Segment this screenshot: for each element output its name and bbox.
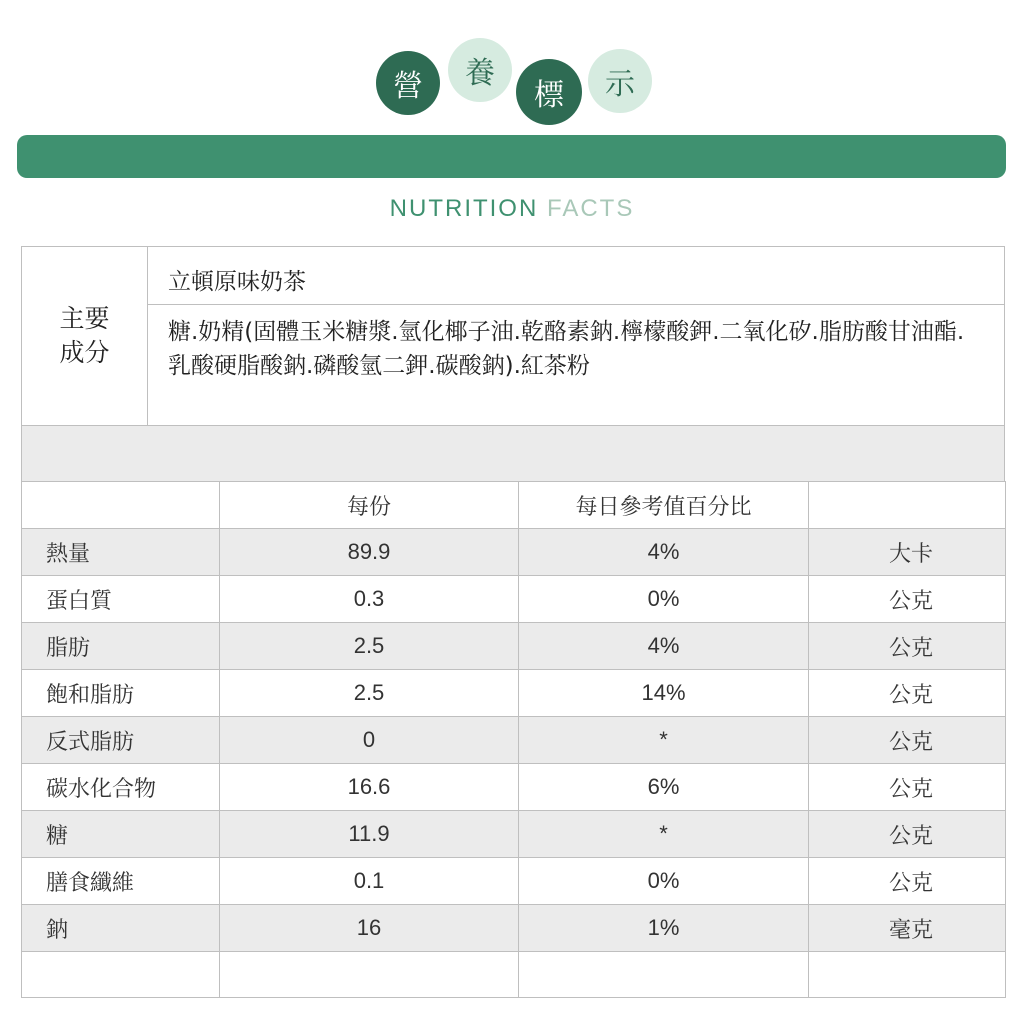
per-serving-value: 2.5 <box>220 670 519 717</box>
table-row <box>22 670 1006 717</box>
table-row <box>22 811 1006 858</box>
product-name: 立頓原味奶茶 <box>148 247 1004 305</box>
nutrient-name: 反式脂肪 <box>22 717 220 764</box>
nutrient-name: 碳水化合物 <box>22 764 220 811</box>
table-row <box>22 529 1006 576</box>
daily-value-pct: 14% <box>519 670 809 717</box>
ingredients-box <box>21 246 1005 426</box>
empty-cell <box>22 952 220 998</box>
daily-value-pct: 0% <box>519 576 809 623</box>
nutrient-name: 糖 <box>22 811 220 858</box>
empty-cell <box>519 952 809 998</box>
unit: 公克 <box>809 764 1006 811</box>
per-serving-value: 2.5 <box>220 623 519 670</box>
table-row-empty <box>22 952 1006 998</box>
per-serving-value: 0 <box>220 717 519 764</box>
table-row <box>22 576 1006 623</box>
nutrient-name: 膳食纖維 <box>22 858 220 905</box>
header-cell-name <box>22 482 220 529</box>
per-serving-value: 0.3 <box>220 576 519 623</box>
unit: 大卡 <box>809 529 1006 576</box>
nutrient-name: 蛋白質 <box>22 576 220 623</box>
header-cell-daily-value: 每日參考值百分比 <box>519 482 809 529</box>
empty-cell <box>809 952 1006 998</box>
nutrient-name: 脂肪 <box>22 623 220 670</box>
nutrient-name: 飽和脂肪 <box>22 670 220 717</box>
daily-value-pct: * <box>519 717 809 764</box>
ingredients-label <box>22 247 148 425</box>
nutrition-table <box>21 481 1006 998</box>
per-serving-value: 0.1 <box>220 858 519 905</box>
table-row <box>22 717 1006 764</box>
page-subtitle <box>0 195 1024 223</box>
header-badge-4: 示 <box>588 49 652 113</box>
daily-value-pct: 1% <box>519 905 809 952</box>
subtitle-word-facts: FACTS <box>546 195 635 222</box>
per-serving-value: 16 <box>220 905 519 952</box>
ingredients-label-line1: 主要 <box>59 304 110 333</box>
unit: 公克 <box>809 717 1006 764</box>
section-divider <box>21 426 1005 481</box>
nutrient-name: 鈉 <box>22 905 220 952</box>
header-badge-3: 標 <box>516 59 582 125</box>
per-serving-value: 16.6 <box>220 764 519 811</box>
per-serving-value: 11.9 <box>220 811 519 858</box>
ingredients-list: 糖.奶精(固體玉米糖漿.氫化椰子油.乾酪素鈉.檸檬酸鉀.二氧化矽.脂肪酸甘油酯.乳酸硬脂酸鈉.磷酸氫二鉀.碳酸鈉).紅茶粉 <box>168 319 965 379</box>
unit: 毫克 <box>809 905 1006 952</box>
table-row <box>22 764 1006 811</box>
table-header-row <box>22 482 1006 529</box>
nutrient-name: 熱量 <box>22 529 220 576</box>
header-badge-2: 養 <box>448 38 512 102</box>
daily-value-pct: * <box>519 811 809 858</box>
table-row <box>22 623 1006 670</box>
unit: 公克 <box>809 623 1006 670</box>
table-row <box>22 905 1006 952</box>
header-cell-unit <box>809 482 1006 529</box>
ingredients-label-line2: 成分 <box>59 338 110 367</box>
unit: 公克 <box>809 670 1006 717</box>
unit: 公克 <box>809 576 1006 623</box>
per-serving-value: 89.9 <box>220 529 519 576</box>
subtitle-word-nutrition: NUTRITION <box>389 195 539 222</box>
unit: 公克 <box>809 811 1006 858</box>
table-row <box>22 858 1006 905</box>
header-band <box>17 135 1006 178</box>
daily-value-pct: 4% <box>519 529 809 576</box>
empty-cell <box>220 952 519 998</box>
daily-value-pct: 0% <box>519 858 809 905</box>
unit: 公克 <box>809 858 1006 905</box>
header-badge-1: 營 <box>376 51 440 115</box>
header-cell-per-serving: 每份 <box>220 482 519 529</box>
daily-value-pct: 6% <box>519 764 809 811</box>
daily-value-pct: 4% <box>519 623 809 670</box>
